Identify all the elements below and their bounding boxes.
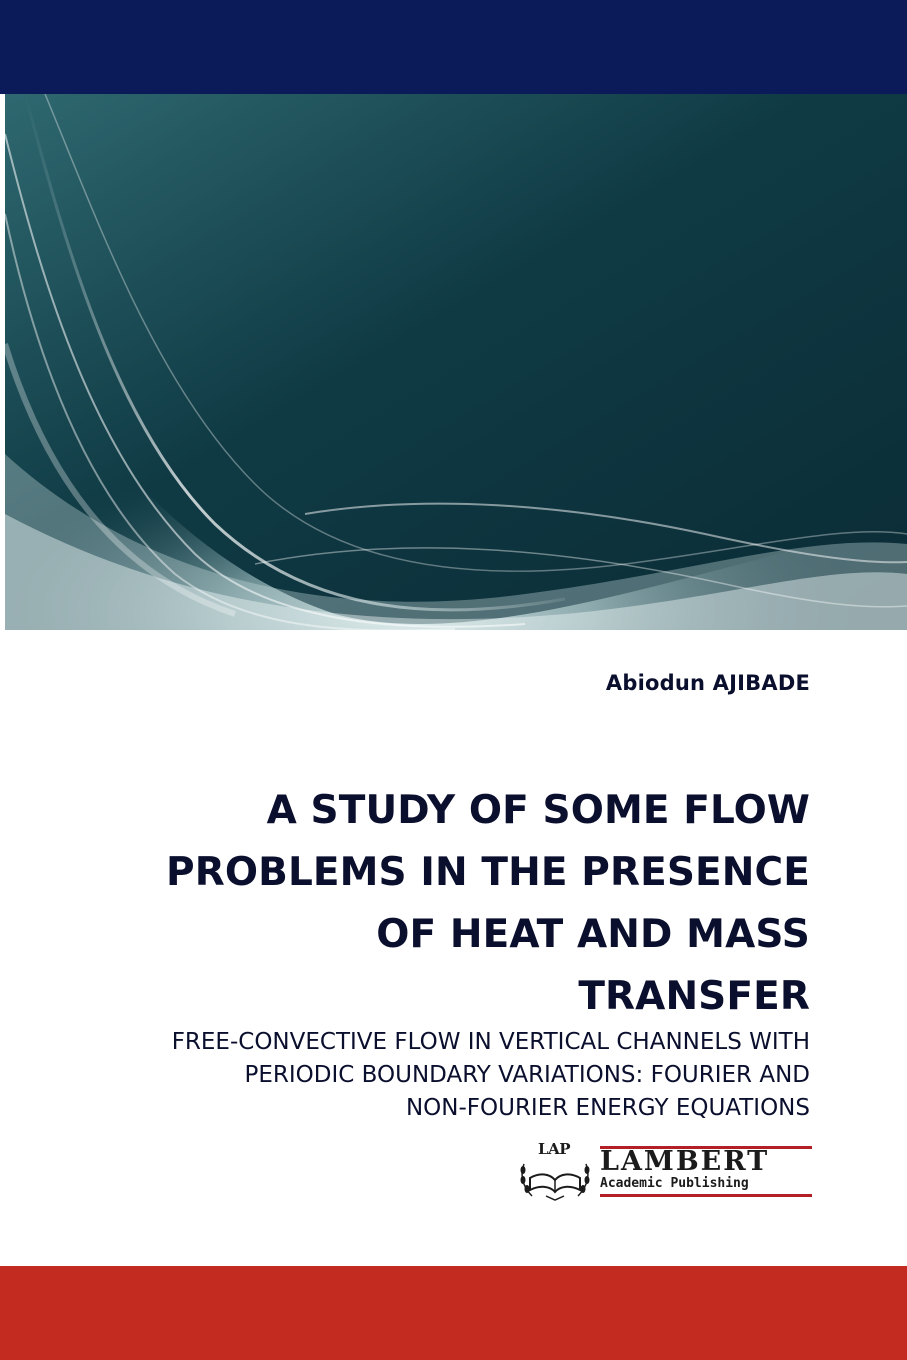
book-title bbox=[50, 780, 810, 1028]
open-book-laurel-icon bbox=[516, 1140, 594, 1204]
cover-artwork bbox=[5, 94, 907, 630]
publisher-tagline: Academic Publishing bbox=[600, 1176, 749, 1191]
publisher-name: LAMBERT bbox=[600, 1146, 770, 1177]
title-line: OF HEAT AND MASS bbox=[376, 912, 810, 957]
title-line: PROBLEMS IN THE PRESENCE bbox=[166, 850, 810, 895]
title-line: TRANSFER bbox=[578, 974, 810, 1019]
book-subtitle bbox=[30, 1026, 810, 1125]
publisher-logo bbox=[516, 1140, 816, 1206]
subtitle-line: NON-FOURIER ENERGY EQUATIONS bbox=[405, 1095, 810, 1121]
author-name: Abiodun AJIBADE bbox=[605, 671, 810, 695]
top-color-band bbox=[0, 0, 907, 94]
abstract-wave-graphic bbox=[5, 94, 907, 630]
title-line: A STUDY OF SOME FLOW bbox=[266, 788, 810, 833]
subtitle-line: PERIODIC BOUNDARY VARIATIONS: FOURIER AND bbox=[244, 1062, 810, 1088]
publisher-emblem-label: LAP bbox=[538, 1140, 570, 1158]
subtitle-line: FREE-CONVECTIVE FLOW IN VERTICAL CHANNELS WITH bbox=[171, 1029, 810, 1055]
bottom-color-band bbox=[0, 1266, 907, 1360]
publisher-rule-bottom bbox=[600, 1194, 812, 1197]
